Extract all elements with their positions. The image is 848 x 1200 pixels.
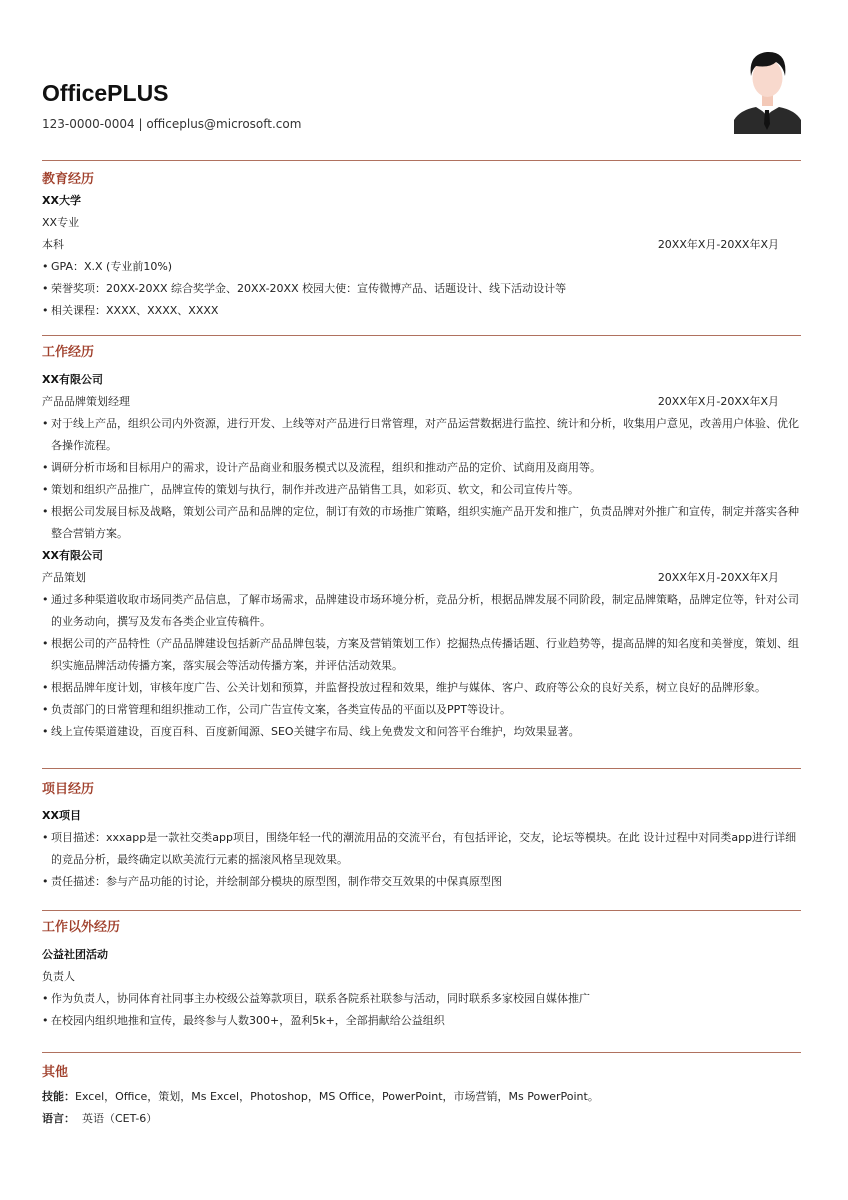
divider [42, 1052, 801, 1053]
other-section [42, 1063, 801, 1130]
company-name: XX有限公司 [42, 549, 103, 562]
skills-row [42, 1086, 801, 1108]
job-role: 产品品牌策划经理 [42, 395, 130, 408]
list-item: • 策划和组织产品推广，品牌宣传的策划与执行，制作并改进产品销售工具，如彩页、软文，和公司宣传片等。 [42, 479, 801, 501]
work-section [42, 343, 801, 743]
list-item: • 线上宣传渠道建设，百度百科、百度新闻源、SEO关键字布局、线上免费发文和问答平台维护，均效果显著。 [42, 721, 801, 743]
job-role-row [42, 567, 801, 589]
section-title: 教育经历 [42, 172, 95, 187]
divider [42, 160, 801, 161]
skills-label: 技能： [42, 1090, 75, 1103]
degree-row [42, 234, 801, 256]
major: XX专业 [42, 216, 80, 229]
list-item: • 荣誉奖项：20XX-20XX 综合奖学金、20XX-20XX 校园大使：宣传微博产品、话题设计、线下活动设计等 [42, 278, 801, 300]
list-item: • 对于线上产品，组织公司内外资源，进行开发、上线等对产品进行日常管理，对产品运营数据进行监控、统计和分析，收集用户意见，改善用户体验、优化各操作流程。 [42, 413, 801, 457]
section-title: 其他 [42, 1065, 69, 1080]
divider [42, 910, 801, 911]
language-row [42, 1108, 801, 1130]
list-item: • 在校园内组织地推和宣传，最终参与人数300+，盈利5k+，全部捐献给公益组织 [42, 1010, 801, 1032]
list-item: • 作为负责人，协同体育社同事主办校级公益筹款项目，联系各院系社联参与活动，同时联系多家校园自媒体推广 [42, 988, 801, 1010]
list-item: • 通过多种渠道收取市场同类产品信息，了解市场需求，品牌建设市场环境分析，竞品分析，根据品牌发展不同阶段，制定品牌策略，品牌定位等，针对公司的业务动向，撰写及发布各类企业宣传稿件。 [42, 589, 801, 633]
list-item: • GPA：X.X (专业前10%) [42, 256, 801, 278]
education-section [42, 170, 801, 322]
job-role: 产品策划 [42, 571, 86, 584]
company-name: XX有限公司 [42, 373, 103, 386]
list-item: • 根据品牌年度计划，审核年度广告、公关计划和预算，并监督投放过程和效果，维护与媒体、客户、政府等公众的良好关系，树立良好的品牌形象。 [42, 677, 801, 699]
extra-section [42, 918, 801, 1032]
list-item: • 根据公司的产品特性（产品品牌建设包括新产品品牌包装，方案及营销策划工作）挖掘热点传播话题、行业趋势等，提高品牌的知名度和美誉度，策划、组织实施品牌活动传播方案，落实展会等活动传播方案，并评估活动效果。 [42, 633, 801, 677]
divider [42, 768, 801, 769]
list-item: • 负责部门的日常管理和组织推动工作，公司广告宣传文案，各类宣传品的平面以及PPT等设计。 [42, 699, 801, 721]
date-range: 20XX年X月-20XX年X月 [657, 395, 779, 408]
language-label: 语言： [42, 1112, 75, 1125]
list-item: • 根据公司发展目标及战略，策划公司产品和品牌的定位，制订有效的市场推广策略，组织实施产品开发和推广，负责品牌对外推广和宣传，制定并落实各种整合营销方案。 [42, 501, 801, 545]
school-name: XX大学 [42, 194, 81, 207]
date-range: 20XX年X月-20XX年X月 [657, 571, 779, 584]
avatar [734, 44, 801, 134]
list-item: • 责任描述：参与产品功能的讨论，并绘制部分模块的原型图，制作带交互效果的中保真原型图 [42, 871, 801, 893]
date-range: 20XX年X月-20XX年X月 [657, 238, 779, 251]
divider [42, 335, 801, 336]
list-item: • 相关课程：XXXX、XXXX、XXXX [42, 300, 801, 322]
org-name: 公益社团活动 [42, 948, 108, 961]
contact-info: 123-0000-0004 | officeplus@microsoft.com [42, 117, 302, 131]
list-item: • 项目描述：xxxapp是一款社交类app项目，围绕年轻一代的潮流用品的交流平台，有包括评论，交友，论坛等模块。在此 设计过程中对同类app进行详细的竞品分析，最终确定以欧美流行元素的摇滚风格呈现效果。 [42, 827, 801, 871]
candidate-name: OfficePLUS [42, 80, 169, 106]
degree: 本科 [42, 238, 64, 251]
project-name: XX项目 [42, 809, 81, 822]
project-section [42, 780, 801, 893]
section-title: 项目经历 [42, 782, 95, 797]
language-value: 英语（CET-6） [82, 1112, 158, 1125]
skills-value: Excel，Office，策划，Ms Excel，Photoshop，MS Office，PowerPoint，市场营销，Ms PowerPoint。 [75, 1090, 599, 1103]
org-role: 负责人 [42, 970, 75, 983]
section-title: 工作以外经历 [42, 920, 121, 935]
section-title: 工作经历 [42, 345, 95, 360]
job-role-row [42, 391, 801, 413]
list-item: • 调研分析市场和目标用户的需求，设计产品商业和服务模式以及流程，组织和推动产品的定价、试商用及商用等。 [42, 457, 801, 479]
